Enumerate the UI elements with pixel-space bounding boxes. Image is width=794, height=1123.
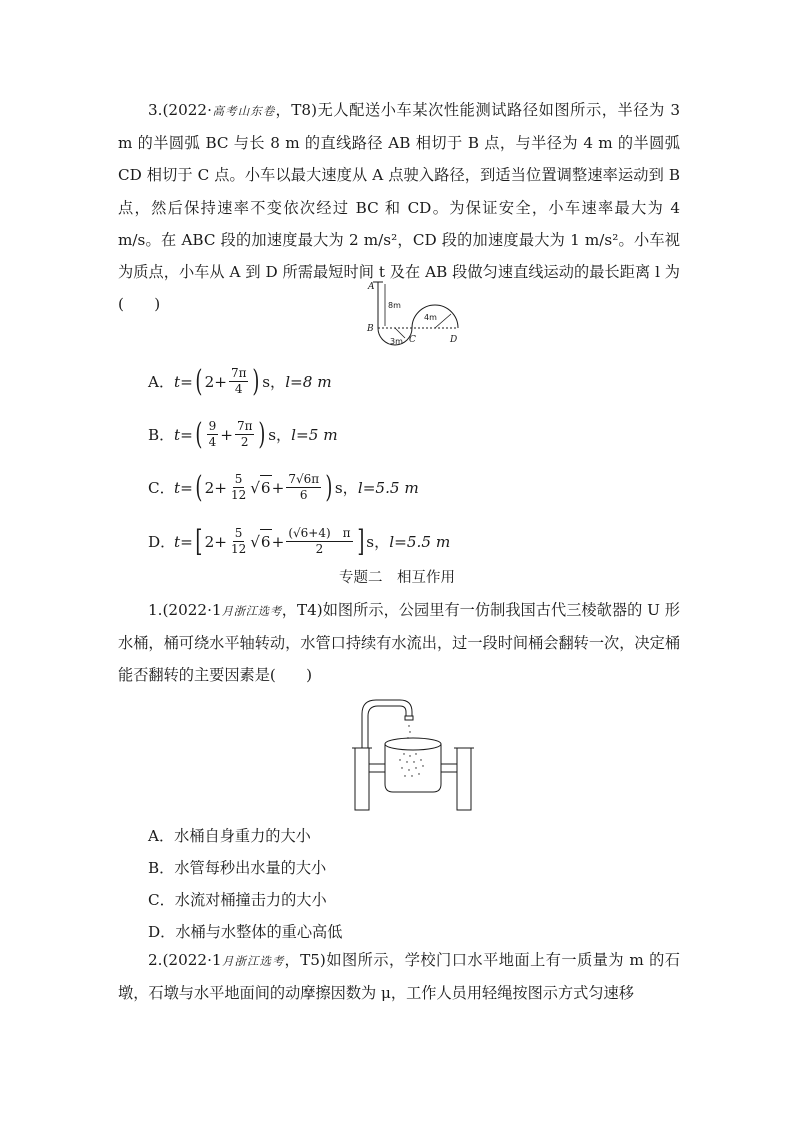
fraction: $\frac{5}{12}$ — [230, 526, 247, 556]
question-1-exam-tag: 月浙江选考 — [221, 604, 282, 618]
point-a-label: A — [368, 282, 375, 292]
question-2-body: ，T5)如图所示，学校门口水平地面上有一质量为 m 的石墩，石墩与水平地面间的动摩擦因数为 μ，工作人员用轻绳按图示方式匀速移 — [118, 951, 680, 1003]
option-c[interactable]: C．水流对桶撞击力的大小 — [148, 891, 327, 909]
section-title: 专题二 相互作用 — [339, 570, 455, 586]
question-1-source: 1.(2022·1 — [148, 601, 222, 619]
fraction: $\frac{(√6+4) \pi}{2}$ — [288, 526, 351, 556]
question-1-body: ，T4)如图所示，公园里有一仿制我国古代三棱欹器的 U 形水桶，桶可绕水平轴转动，水管口持续有水流出，过一段时间桶会翻转一次，决定桶能否翻转的主要因素是( ) — [118, 601, 680, 685]
radius-small-label: 3m — [390, 337, 403, 346]
option-b[interactable]: B． t= ( $\frac{9}{4}$ + $\frac{7\pi}{2}$ ) s， l=5 m — [148, 416, 338, 452]
left-post — [355, 748, 369, 810]
question-2-exam-tag: 月浙江选考 — [221, 954, 285, 968]
track-diagram — [360, 278, 470, 348]
option-c[interactable]: C． t= ( 2+ $\frac{5}{12}$ √ 6 + $\frac{7√6\pi}{6}$ ) s， l=5.5 m — [148, 469, 419, 505]
question-3-body: ，T8)无人配送小车某次性能测试路径如图所示，半径为 3 m 的半圆弧 BC 与长 8 m 的直线路径 AB 相切于 B 点，与半径为 4 m 的半圆弧 CD 相切于 C 点。小车以最大速度从 A 点驶入路径，到适当位置调整速率运动到 B 点，然后保持速率不变依次经过 BC 和 CD。为保证安全，小车速率最大为 4 m/s。在 ABC 段的加速度最大为 2 m/s²，CD 段的加速度最大为 1 m/s²。小车视为质点，小车从 A 到 D 所需最短时间 t 及在 AB 段做匀速直线运动的最长距离 l 为( ) — [118, 101, 680, 314]
option-a[interactable]: A．水桶自身重力的大小 — [148, 827, 311, 845]
option-b[interactable]: B．水管每秒出水量的大小 — [148, 859, 327, 877]
fraction: $\frac{7\pi}{4}$ — [230, 366, 247, 396]
fraction: $\frac{9}{4}$ — [208, 419, 217, 449]
question-1-text — [118, 594, 680, 692]
question-3-exam-tag: 高考山东卷 — [211, 104, 276, 118]
option-d[interactable]: D．水桶与水整体的重心高低 — [148, 923, 343, 941]
fraction: $\frac{5}{12}$ — [230, 472, 247, 502]
length-ab-label: 8m — [388, 301, 401, 310]
fraction: $\frac{7\pi}{2}$ — [236, 419, 253, 449]
fraction: $\frac{7√6\pi}{6}$ — [288, 472, 320, 502]
point-c-label: C — [409, 335, 416, 345]
question-2-text — [118, 944, 680, 1009]
option-d[interactable]: D． t= [ 2+ $\frac{5}{12}$ √ 6 + $\frac{(√6+4) \pi}{2}$ ] s， l=5.5 m — [148, 523, 451, 559]
question-2-source: 2.(2022·1 — [148, 951, 222, 969]
right-post — [457, 748, 471, 810]
option-a[interactable]: A． t= ( 2+ $\frac{7\pi}{4}$ ) s， l=8 m — [148, 363, 332, 399]
radius-big-label: 4m — [424, 313, 437, 322]
point-b-label: B — [367, 324, 374, 334]
point-d-label: D — [450, 335, 458, 345]
bucket-diagram — [352, 696, 476, 812]
question-3-source: 3.(2022· — [148, 101, 212, 119]
bucket — [385, 744, 441, 792]
